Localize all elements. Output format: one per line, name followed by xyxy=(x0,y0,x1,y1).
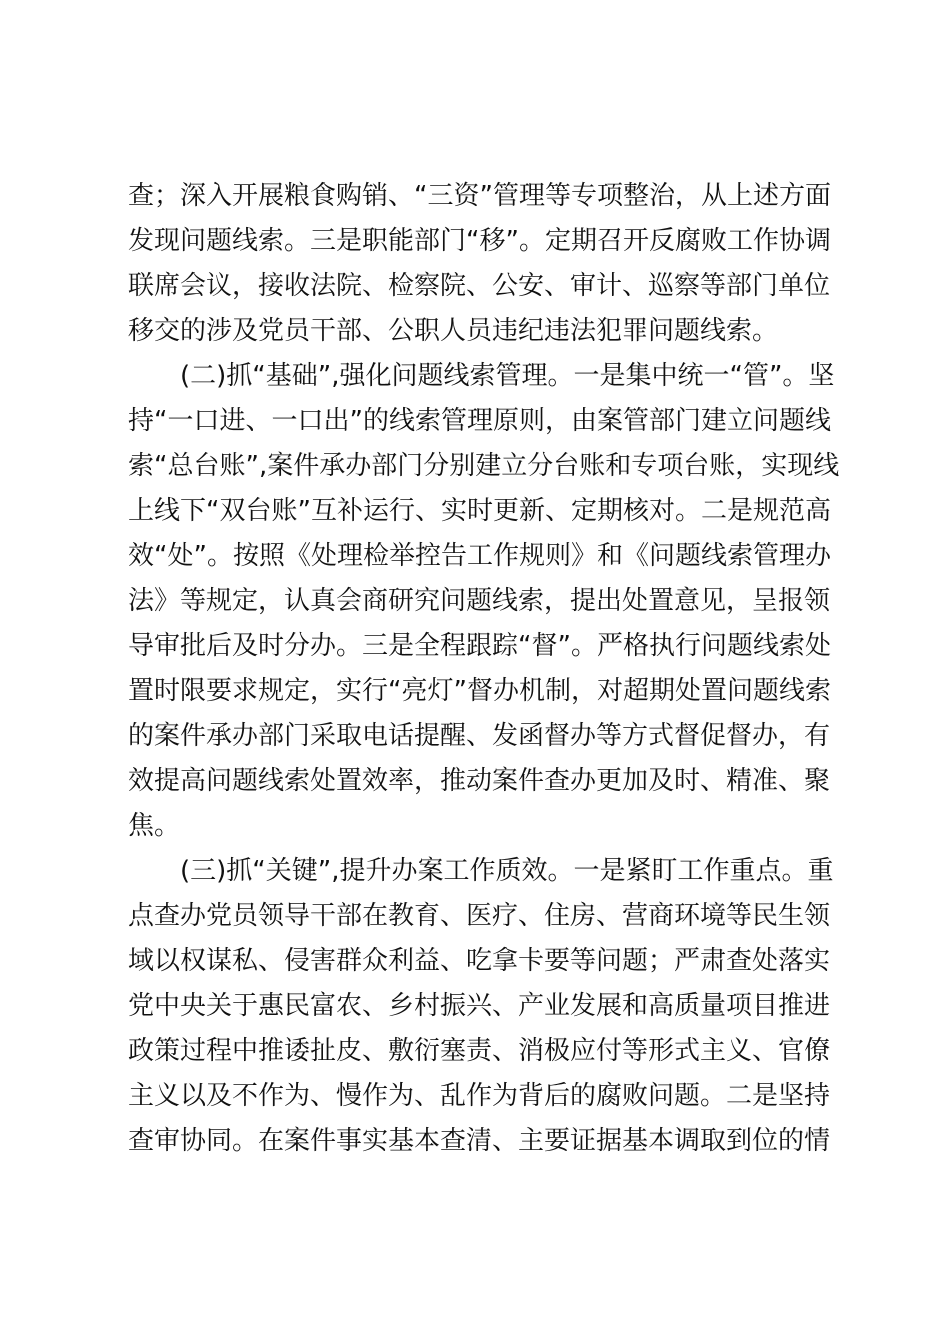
text-line: 移交的涉及党员干部、公职人员违纪违法犯罪问题线索。 xyxy=(128,316,779,346)
text-line: 发现问题线索。三是职能部门“移”。定期召开反腐败工作协调 xyxy=(128,226,831,256)
text-line: 主义以及不作为、慢作为、乱作为背后的腐败问题。二是坚持 xyxy=(128,1081,831,1111)
text-line: 点查办党员领导干部在教育、医疗、住房、营商环境等民生领 xyxy=(128,901,831,931)
paragraph-heading-line: (三)抓“关键”,提升办案工作质效。一是紧盯工作重点。重 xyxy=(180,856,834,886)
text-line: 查；深入开展粮食购销、“三资”管理等专项整治，从上述方面 xyxy=(128,181,831,211)
text-line: 党中央关于惠民富农、乡村振兴、产业发展和高质量项目推进 xyxy=(128,991,831,1021)
text-line: 域以权谋私、侵害群众利益、吃拿卡要等问题；严肃查处落实 xyxy=(128,946,831,976)
text-line: 上线下“双台账”互补运行、实时更新、定期核对。二是规范高 xyxy=(128,496,831,526)
text-line: 焦。 xyxy=(128,811,181,841)
text-line: 持“一口进、一口出”的线索管理原则，由案管部门建立问题线 xyxy=(128,406,831,436)
text-line: 的案件承办部门采取电话提醒、发函督办等方式督促督办，有 xyxy=(128,721,831,751)
text-line: 索“总台账”,案件承办部门分别建立分台账和专项台账，实现线 xyxy=(128,451,840,481)
text-line: 效“处”。按照《处理检举控告工作规则》和《问题线索管理办 xyxy=(128,541,831,571)
text-line: 联席会议，接收法院、检察院、公安、审计、巡察等部门单位 xyxy=(128,271,831,301)
text-line: 置时限要求规定，实行“亮灯”督办机制，对超期处置问题线索 xyxy=(128,676,831,706)
text-line: 导审批后及时分办。三是全程跟踪“督”。严格执行问题线索处 xyxy=(128,631,831,661)
text-line: 效提高问题线索处置效率，推动案件查办更加及时、精准、聚 xyxy=(128,766,831,796)
text-line: 法》等规定，认真会商研究问题线索，提出处置意见，呈报领 xyxy=(128,586,831,616)
text-line: 政策过程中推诿扯皮、敷衍塞责、消极应付等形式主义、官僚 xyxy=(128,1036,831,1066)
text-line: 查审协同。在案件事实基本查清、主要证据基本调取到位的情 xyxy=(128,1126,831,1156)
paragraph-heading-line: (二)抓“基础”,强化问题线索管理。一是集中统一“管”。坚 xyxy=(180,361,835,391)
